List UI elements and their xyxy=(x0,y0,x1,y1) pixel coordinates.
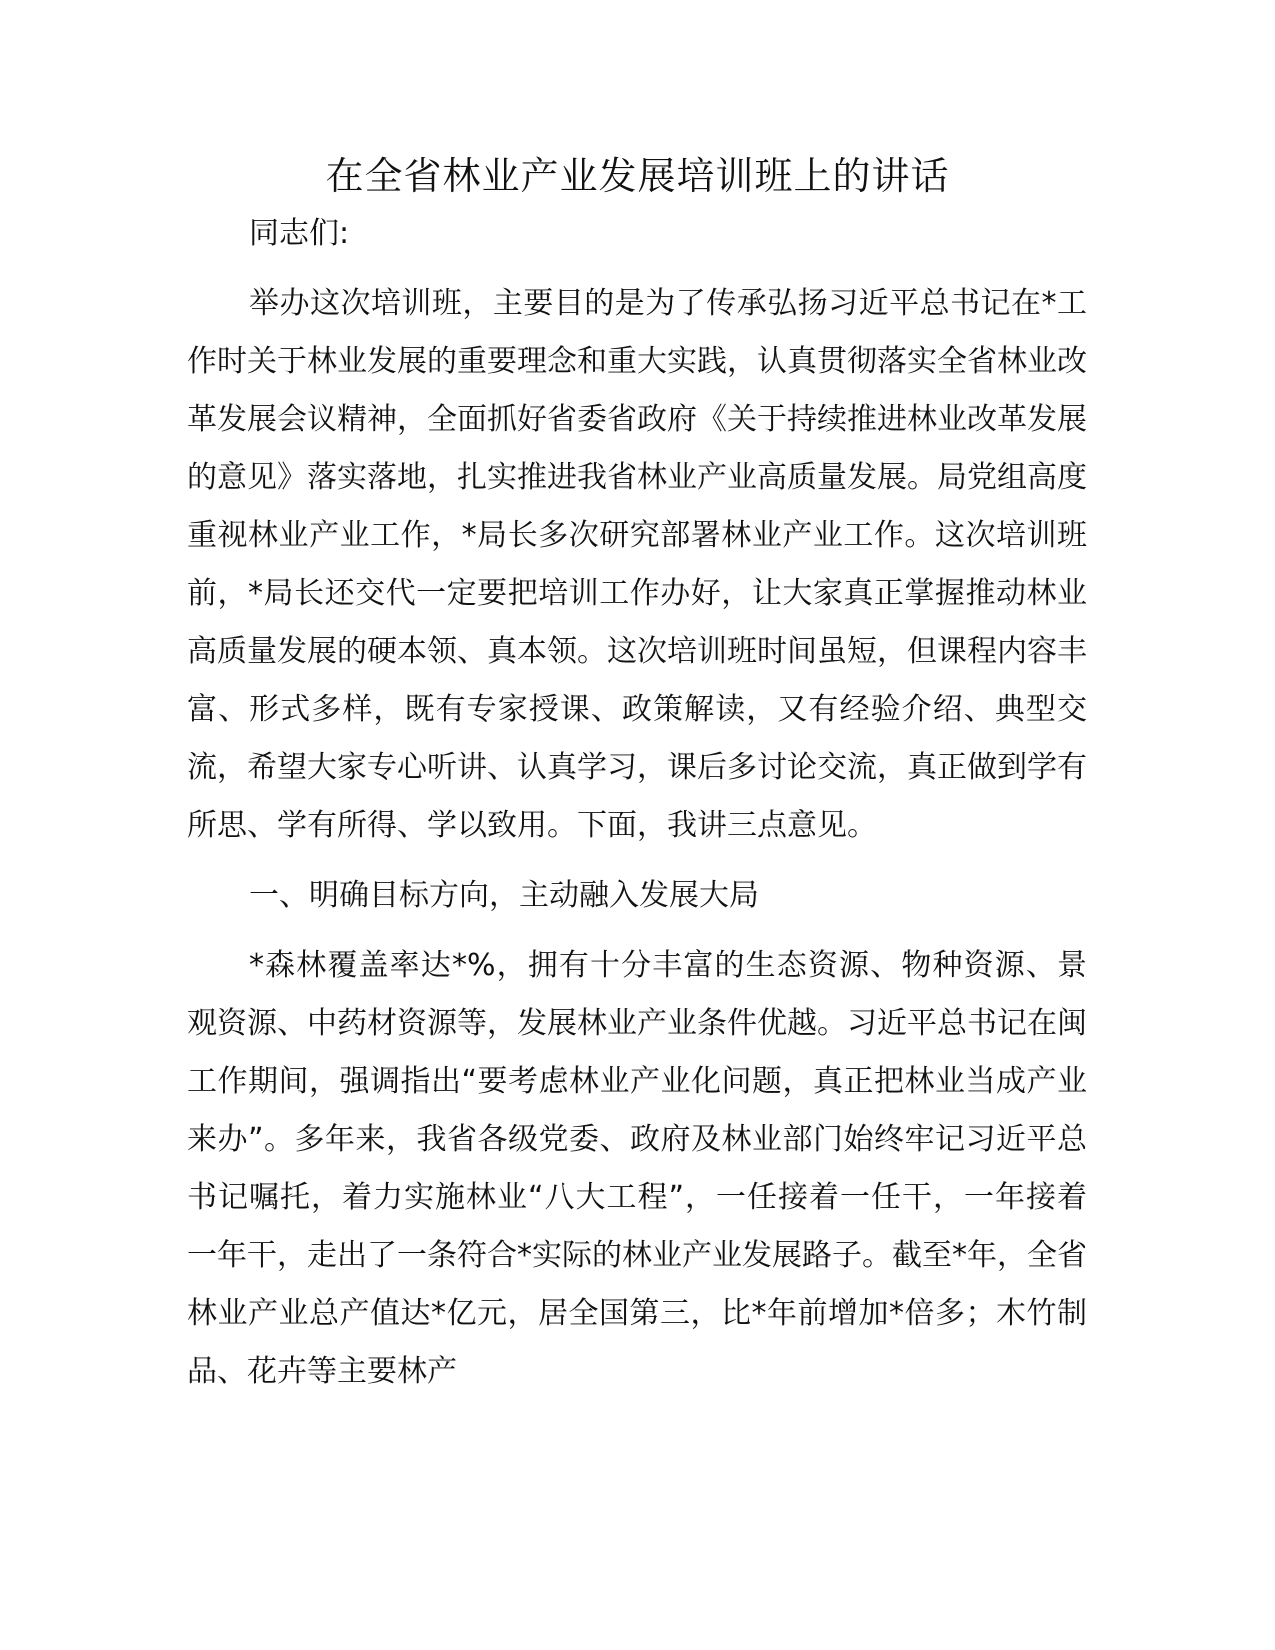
document-title: 在全省林业产业发展培训班上的讲话 xyxy=(325,154,950,198)
section-heading: 一、明确目标方向，主动融入发展大局 xyxy=(249,878,759,913)
salutation: 同志们: xyxy=(249,216,350,251)
document-body xyxy=(187,205,1087,1401)
intro-paragraph: 举办这次培训班，主要目的是为了传承弘扬习近平总书记在*工作时关于林业发展的重要理念和重大实践，认真贯彻落实全省林业改革发展会议精神，全面抓好省委省政府《关于持续推进林业改革发展的意见》落实落地，扎实推进我省林业产业高质量发展。局党组高度重视林业产业工作，*局长多次研究部署林业产业工作。这次培训班前，*局长还交代一定要把培训工作办好，让大家真正掌握推动林业高质量发展的硬本领、真本领。这次培训班时间虽短，但课程内容丰富、形式多样，既有专家授课、政策解读，又有经验介绍、典型交流，希望大家专心听讲、认真学习，课后多讨论交流，真正做到学有所思、学有所得、学以致用。下面，我讲三点意见。 xyxy=(187,286,1087,843)
section-paragraph: *森林覆盖率达*%，拥有十分丰富的生态资源、物种资源、景观资源、中药材资源等，发展林业产业条件优越。习近平总书记在闽工作期间，强调指出“要考虑林业产业化问题，真正把林业当成产业来办”。多年来，我省各级党委、政府及林业部门始终牢记习近平总书记嘱托，着力实施林业“八大工程”，一任接着一任干，一年接着一年干，走出了一条符合*实际的林业产业发展路子。截至*年，全省林业产业总产值达*亿元，居全国第三，比*年前增加*倍多；木竹制品、花卉等主要林产 xyxy=(187,948,1087,1389)
